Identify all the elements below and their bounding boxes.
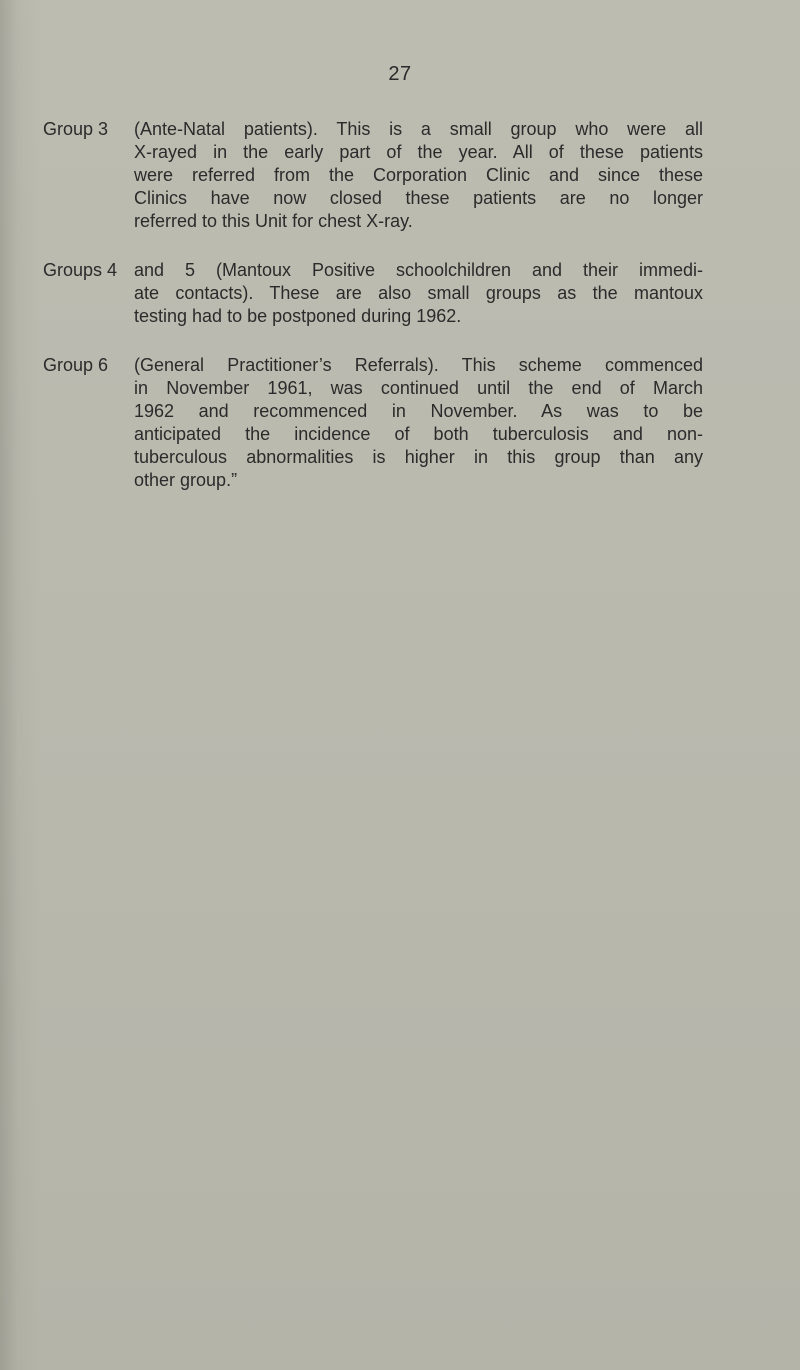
text-line: 1962 and recommenced in November. As was to be <box>134 401 703 421</box>
text-line: X-rayed in the early part of the year. All of these patients <box>134 142 703 162</box>
text-line: tuberculous abnormalities is higher in this group than any <box>134 447 703 467</box>
text-line: in November 1961, was continued until the end of March <box>134 378 703 398</box>
page-number: 27 <box>388 63 412 85</box>
entry-text <box>134 118 703 233</box>
text-line: (General Practitioner’s Referrals). This scheme commenced <box>134 355 703 375</box>
entry-label: Group 6 <box>43 355 109 375</box>
text-line: other group.” <box>134 470 238 490</box>
group-6-entry <box>43 354 703 492</box>
entry-label: Groups 4 <box>43 260 118 280</box>
entry-text <box>134 259 703 328</box>
text-line: referred to this Unit for chest X-ray. <box>134 211 413 231</box>
text-line: testing had to be postponed during 1962. <box>134 306 462 326</box>
text-line: Clinics have now closed these patients are no longer <box>134 188 703 208</box>
text-line: and 5 (Mantoux Positive schoolchildren and their immedi- <box>134 260 703 280</box>
groups-4-5-entry <box>43 259 703 328</box>
text-line: were referred from the Corporation Clinic and since these <box>134 165 703 185</box>
group-3-entry <box>43 118 703 233</box>
entry-text <box>134 354 703 492</box>
entry-label: Group 3 <box>43 119 109 139</box>
text-line: ate contacts). These are also small groups as the mantoux <box>134 283 703 303</box>
text-line: anticipated the incidence of both tuberculosis and non- <box>134 424 703 444</box>
text-line: (Ante-Natal patients). This is a small group who were all <box>134 119 703 139</box>
